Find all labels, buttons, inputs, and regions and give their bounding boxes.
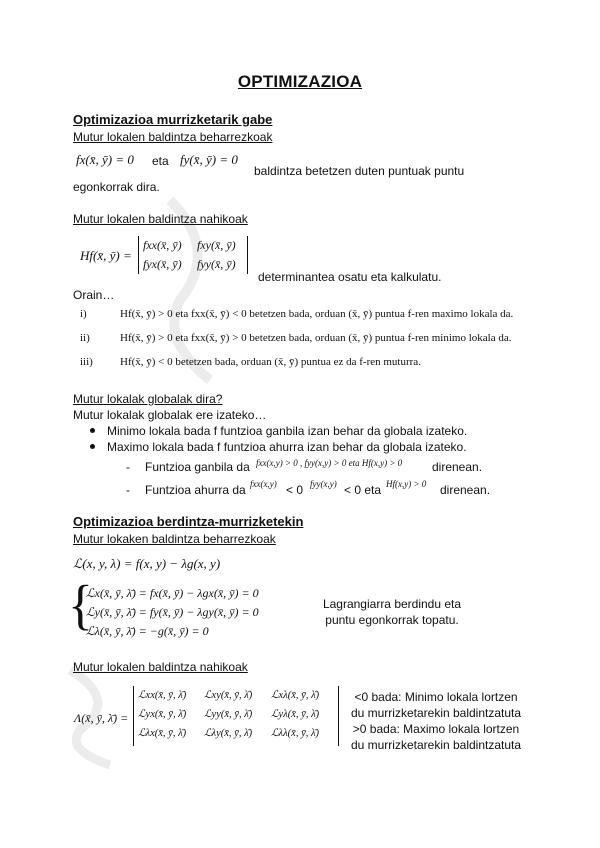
bordered-cell: ℒλλ(x̄, ȳ, λ̄) — [271, 728, 320, 739]
concave-math: fyy(x,y) — [310, 479, 337, 489]
bordered-cell: ℒxy(x̄, ȳ, λ̄) — [204, 690, 253, 701]
system-equation: ℒx(x̄, ȳ, λ̄) = fx(x̄, ȳ) − λgx(x̄, ȳ) = 0 — [86, 586, 259, 600]
subheading-necessary: Mutur lokalen baldintza beharrezkoak — [73, 130, 273, 144]
hessian-cell: fyy(x̄, ȳ) — [197, 257, 236, 271]
necessary-text: baldintza betetzen duten puntuak puntu — [254, 164, 465, 178]
convex-math: fxx(x,y) > 0 , fyy(x,y) > 0 eta Hf(x,y) > 0 — [256, 458, 403, 468]
concave-math: fxx(x,y) — [250, 479, 277, 489]
concave-math: Hf(x,y) > 0 — [386, 479, 427, 489]
convex-condition: Funtzioa ganbila da — [145, 460, 250, 474]
bordered-hessian-matrix — [133, 686, 339, 746]
case-number: i) — [80, 308, 87, 320]
subheading-sufficient-2: Mutur lokalen baldintza nahikoak — [73, 660, 248, 674]
subheading-global: Mutur lokalak globalak dira? — [73, 392, 223, 406]
concave-post: direnean. — [440, 483, 491, 497]
convex-post: direnean. — [432, 460, 483, 474]
necessary-text-cont: egonkorrak dira. — [73, 180, 160, 194]
eta-connector: eta — [152, 154, 169, 168]
equation-fx: fx(x̄, ȳ) = 0 — [76, 152, 134, 167]
subheading-sufficient: Mutur lokalen baldintza nahikoak — [73, 212, 248, 226]
case-number: iii) — [80, 356, 93, 368]
section-heading-unconstrained: Optimizazioa murrizketarik gabe — [73, 112, 273, 127]
section-heading-constrained: Optimizazioa berdintza-murrizketekin — [73, 514, 304, 529]
equation-fy: fy(x̄, ȳ) = 0 — [180, 152, 238, 167]
subheading-necessary-2: Mutur lokaken baldintza beharrezkoak — [73, 532, 276, 546]
bordered-hessian-lhs: Λ(x̄, ȳ, λ̄) = — [74, 711, 129, 725]
bordered-cell: ℒxλ(x̄, ȳ, λ̄) — [271, 690, 320, 701]
page-title: OPTIMIZAZIOA — [237, 72, 363, 91]
system-equation: ℒλ(x̄, ȳ, λ̄) = −g(x̄, ȳ) = 0 — [86, 624, 209, 638]
case-number: ii) — [80, 332, 90, 344]
note-line: du murrizketarekin baldintzatuta — [350, 738, 522, 752]
note-line: <0 bada: Minimo lokala lortzen — [354, 690, 518, 704]
bordered-cell: ℒxx(x̄, ȳ, λ̄) — [138, 690, 187, 701]
case-text: Hf(x̄, ȳ) > 0 eta fxx(x̄, ȳ) > 0 betetzen bada, orduan (x̄, ȳ) puntua f-ren minimo lokala da. — [120, 332, 512, 344]
system-brace: { — [68, 575, 93, 636]
hessian-text: determinantea osatu eta kalkulatu. — [258, 270, 442, 284]
concave-lt: < 0 eta — [344, 483, 382, 497]
bordered-cell: ℒλy(x̄, ȳ, λ̄) — [204, 728, 253, 739]
lagrangian: ℒ(x, y, λ) = f(x, y) − λg(x, y) — [73, 556, 221, 571]
system-equation: ℒy(x̄, ȳ, λ̄) = fy(x̄, ȳ) − λgy(x̄, ȳ) = 0 — [86, 605, 259, 619]
bullet-item: Minimo lokala bada f funtzioa ganbila izan behar da globala izateko. — [90, 424, 467, 438]
bordered-cell: ℒyλ(x̄, ȳ, λ̄) — [271, 709, 320, 720]
hessian-cell: fxy(x̄, ȳ) — [197, 238, 236, 252]
dash-marker: - — [126, 460, 130, 474]
bordered-cell: ℒyx(x̄, ȳ, λ̄) — [138, 709, 187, 720]
global-intro: Mutur lokalak globalak ere izateko… — [73, 408, 267, 422]
hessian-matrix — [138, 236, 248, 274]
hessian-lhs: Hf(x̄, ȳ) = — [80, 248, 132, 263]
bullet-item: Maximo lokala bada f funtzioa ahurra izan behar da globala izateko. — [90, 440, 467, 454]
concave-condition: Funtzioa ahurra da — [145, 483, 246, 497]
bordered-cell: ℒyy(x̄, ȳ, λ̄) — [204, 709, 253, 720]
orain-label: Orain… — [73, 288, 115, 302]
note-line: du murrizketarekin baldintzatuta — [350, 706, 522, 720]
concave-lt: < 0 — [286, 483, 304, 497]
hessian-cell: fxx(x̄, ȳ) — [143, 238, 182, 252]
system-note: Lagrangiarra berdindu eta puntu egonkorrak topatu. — [322, 597, 462, 627]
note-line: >0 bada: Maximo lokala lortzen — [352, 722, 520, 736]
case-text: Hf(x̄, ȳ) > 0 eta fxx(x̄, ȳ) < 0 betetzen bada, orduan (x̄, ȳ) puntua f-ren maximo lokala da. — [120, 308, 514, 320]
bordered-cell: ℒλx(x̄, ȳ, λ̄) — [138, 728, 187, 739]
dash-marker: - — [126, 483, 130, 497]
hessian-cell: fyx(x̄, ȳ) — [143, 257, 182, 271]
case-text: Hf(x̄, ȳ) < 0 betetzen bada, orduan (x̄, ȳ) puntua ez da f-ren muturra. — [120, 356, 421, 368]
